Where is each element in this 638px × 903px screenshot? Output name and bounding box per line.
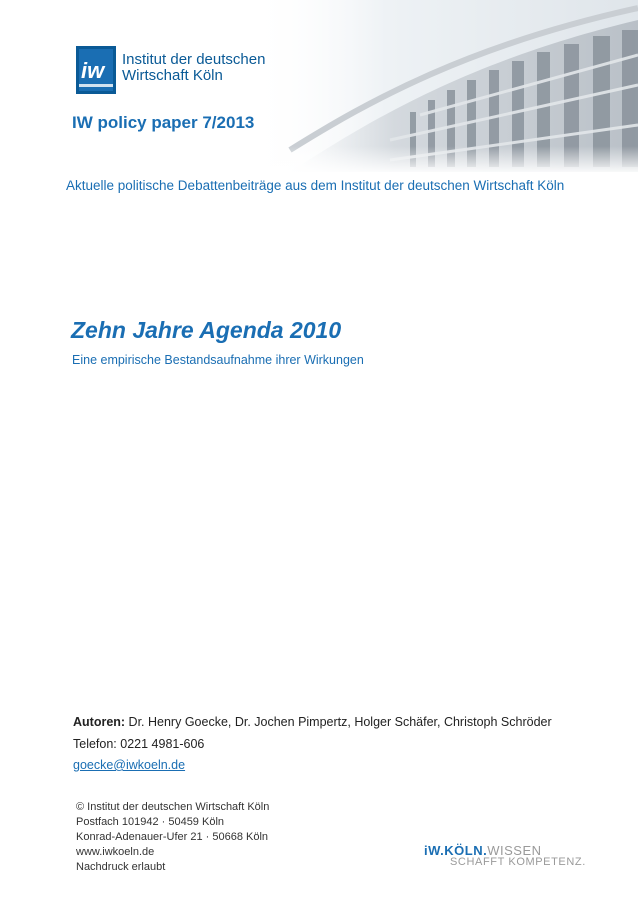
imprint-website: www.iwkoeln.de (76, 846, 155, 858)
authors-line (73, 715, 552, 729)
imprint-postfach: Postfach 101942 · 50459 Köln (76, 816, 225, 828)
slogan-logo (424, 843, 584, 869)
imprint-block (76, 800, 269, 875)
authors-names: Dr. Henry Goecke, Dr. Jochen Pimpertz, Holger Schäfer, Christoph Schröder (125, 715, 552, 729)
phone-number: Telefon: 0221 4981-606 (73, 737, 205, 751)
institute-name (122, 52, 265, 84)
email-link[interactable]: goecke@iwkoeln.de (73, 758, 186, 772)
imprint-address: Konrad-Adenauer-Ufer 21 · 50668 Köln (76, 831, 269, 843)
imprint-copyright: © Institut der deutschen Wirtschaft Köln (76, 801, 270, 813)
slogan-brand: iW.KÖLN. (424, 843, 488, 858)
imprint-reprint-note: Nachdruck erlaubt (76, 861, 166, 873)
series-title: IW policy paper 7/2013 (72, 113, 255, 132)
paper-title: Zehn Jahre Agenda 2010 (71, 317, 342, 343)
institute-name-line2: Wirtschaft Köln (122, 67, 223, 84)
paper-subtitle: Eine empirische Bestandsaufnahme ihrer Wirkungen (72, 353, 364, 367)
series-tagline: Aktuelle politische Debattenbeiträge aus dem Institut der deutschen Wirtschaft Köln (66, 178, 565, 193)
svg-text:iw: iw (81, 58, 105, 83)
iw-logo-icon (76, 46, 116, 94)
building-photo (250, 0, 638, 172)
slogan-line2: SCHAFFT KOMPETENZ. (450, 856, 586, 868)
institute-name-line1: Institut der deutschen (122, 51, 266, 68)
slogan-wissen: WISSEN (487, 843, 542, 858)
authors-label: Autoren: (73, 715, 126, 729)
